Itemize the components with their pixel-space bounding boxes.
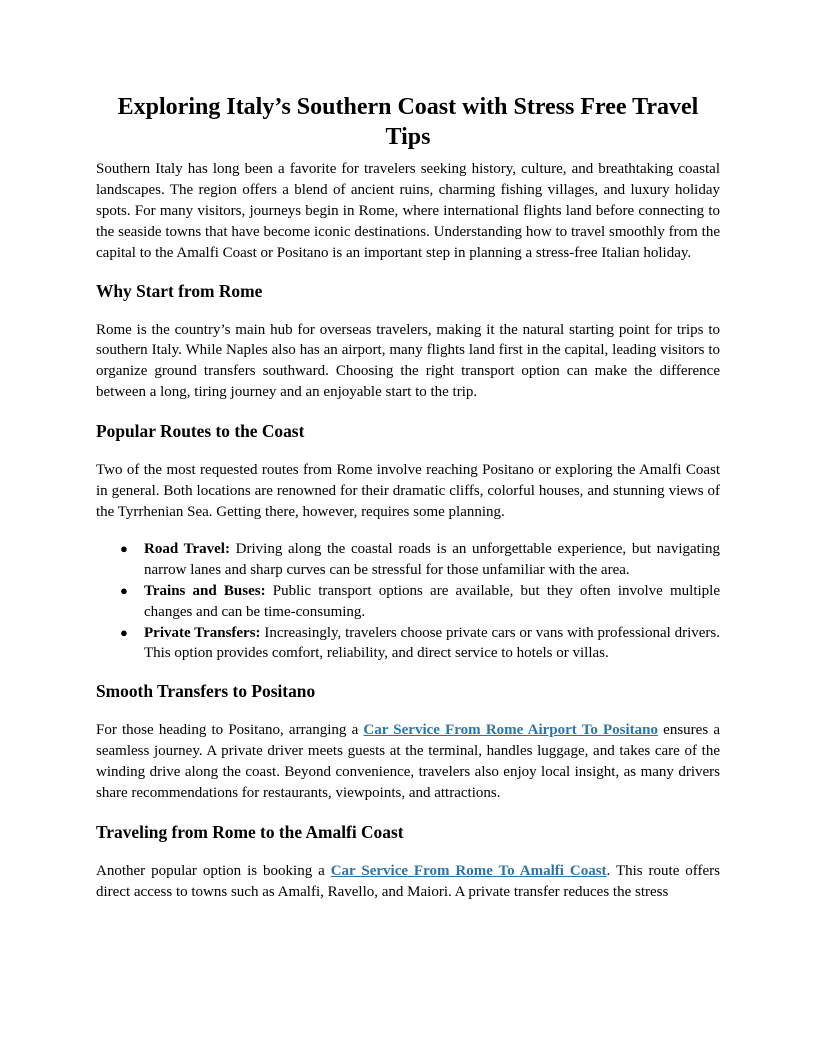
list-item-label: Private Transfers:: [144, 624, 261, 641]
paragraph-text: For those heading to Positano, arranging a: [96, 722, 364, 739]
heading-smooth-transfers-positano: Smooth Transfers to Positano: [96, 681, 316, 702]
list-item: [96, 623, 720, 665]
paragraph-text: Another popular option is booking a: [96, 862, 331, 879]
list-item-text: Increasingly, travelers choose private cars or vans with professional drivers. This option provides comfort, reliability, and direct service to hotels or villas.: [144, 624, 721, 662]
list-item: [96, 539, 720, 581]
paragraph-rome-to-amalfi-coast: [96, 861, 720, 903]
list-item-text: Driving along the coastal roads is an unforgettable experience, but navigating narrow lanes and sharp curves can be stressful for those unfamiliar with the area.: [144, 540, 720, 578]
paragraph-popular-routes: Two of the most requested routes from Rome involve reaching Positano or exploring the Amalfi Coast in general. Both locations are renowned for their dramatic cliffs, colorful houses, and stunning views of the Tyrrhenian Sea. Getting there, however, requires some planning.: [96, 462, 720, 520]
paragraph-text: . This route offers direct access to towns such as Amalfi, Ravello, and Maiori. A private transfer reduces the stress: [96, 862, 720, 900]
car-service-rome-amalfi-coast-link[interactable]: Car Service From Rome To Amalfi Coast: [330, 862, 607, 879]
list-item-text: Public transport options are available, but they often involve multiple changes and can be time-consuming.: [144, 582, 720, 620]
intro-paragraph: Southern Italy has long been a favorite for travelers seeking history, culture, and breathtaking coastal landscapes. The region offers a blend of ancient ruins, charming fishing villages, and luxury holiday spots. For many visitors, journeys begin in Rome, where international flights land before connecting to the seaside towns that have become iconic destinations. Understanding how to travel smoothly from the capital to the Amalfi Coast or Positano is an important step in planning a stress-free Italian holiday.: [96, 161, 720, 261]
bullet-icon: ●: [120, 582, 128, 598]
list-item: [96, 581, 720, 623]
heading-why-start-from-rome: Why Start from Rome: [96, 280, 263, 301]
car-service-rome-airport-positano-link[interactable]: Car Service From Rome Airport To Positano: [363, 722, 659, 739]
document-title: Exploring Italy’s Southern Coast with Stress Free Travel Tips: [117, 94, 699, 150]
bullet-icon: ●: [120, 624, 128, 640]
heading-popular-routes: Popular Routes to the Coast: [96, 421, 305, 442]
paragraph-why-start-from-rome: Rome is the country’s main hub for overseas travelers, making it the natural starting point for trips to southern Italy. While Naples also has an airport, many flights land first in the capital, leading visitors to organize ground transfers southward. Choosing the right transport option can make the difference between a long, tiring journey and an enjoyable start to the trip.: [96, 321, 720, 401]
paragraph-smooth-transfers-positano: [96, 720, 720, 804]
heading-rome-to-amalfi-coast: Traveling from Rome to the Amalfi Coast: [96, 821, 404, 842]
list-item-label: Trains and Buses:: [144, 582, 266, 599]
paragraph-text: ensures a seamless journey. A private driver meets guests at the terminal, handles luggage, and takes care of the winding drive along the coast. Beyond convenience, travelers also enjoy local insight, as many drivers share recommendations for restaurants, viewpoints, and attractions.: [96, 722, 720, 802]
document-page: [96, 92, 720, 903]
route-options-list: [96, 539, 720, 664]
bullet-icon: ●: [120, 540, 128, 556]
list-item-label: Road Travel:: [144, 540, 230, 557]
